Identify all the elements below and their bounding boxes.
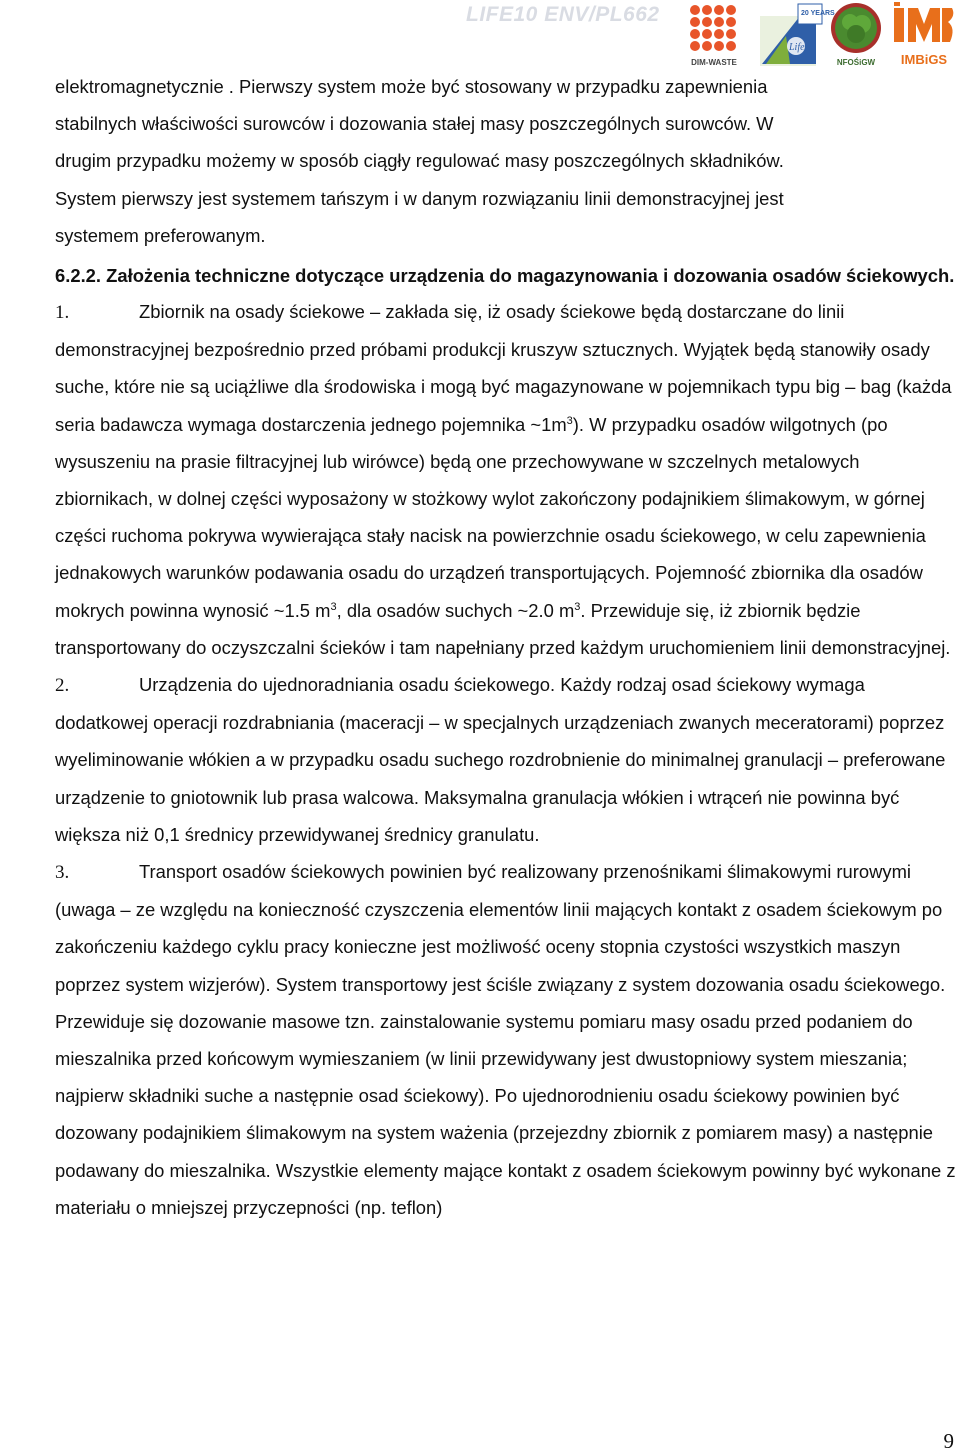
list-item-text: ). W przypadku osadów wilgotnych (po wysuszeniu na prasie filtracyjnej lub wirówce) będą one przechowywane w szczelnych metalowych zbiornikach, w dolnej części wyposażony w stożkowy wylot zakończony podajnikiem ślimakowym, w górnej części ruchoma pokrywa wywierająca stały nacisk na powierzchnie osadu ściekowego, w celu zapewnienia jednakowych warunków podawania osadu do urządzeń transportujących. Pojemność zbiornika dla osadów mokrych powinna wynosić ~1.5 m: [55, 413, 926, 621]
superscript: 3: [566, 414, 573, 427]
list-item-number: 1.: [55, 302, 70, 324]
list-item-text: , dla osadów suchych ~2.0 m: [336, 599, 575, 621]
dim-waste-logo: [688, 3, 740, 67]
list-item-text: Zbiornik na osady ściekowe – zakłada się, iż osady ściekowe będą dostarczane do linii demonstracyjnej bezpośrednio przed próbami produkcji kruszyw sztucznych. Wyjątek będą stanowiły osady suche, które nie są uciążliwe dla środowiska i mogą być magazynowane w pojemnikach typu big – bag (każda seria badawcza wymaga dostarczenia jednego pojemnika ~1m: [55, 301, 952, 435]
nfosigw-tree-icon: [830, 2, 882, 56]
superscript: 3: [330, 600, 337, 613]
list-item-2: [55, 666, 960, 853]
document-body: [55, 68, 960, 1226]
list-item-text: Transport osadów ściekowych powinien być realizowany przenośnikami ślimakowymi rurowymi (uwaga – ze względu na konieczność czyszczenia elementów linii mających kontakt z osadem ściekowym po zakończeniu każdego cyklu pracy konieczne jest możliwość oceny stopnia czystości wszystkich maszyn poprzez system wizjerów). System transportowy jest ściśle związany z system dozowania osadu ściekowego. Przewiduje się dozowanie masowe tzn. zainstalowanie systemu pomiaru masy osadu przed podaniem do mieszalnika przed końcowym wymieszaniem (w linii przewidywany jest dwustopniowy system mieszania; najpierw składniki suche a następnie osad ściekowy). Po ujednorodnieniu osadu ściekowy powinien być dozowany podajnikiem ślimakowym na system ważenia (przejezdny zbiornik z pomiarem masy) a następnie podawany do mieszalnika. Wszystkie elementy mające kontakt z osadem ściekowym powinny być wykonane z materiału o mniejszej przyczepności (np. teflon): [55, 861, 956, 1218]
list-item-number: 2.: [55, 675, 70, 697]
nfosigw-caption: NFOŚiGW: [836, 58, 876, 67]
list-item-text: Urządzenia do ujednoradniania osadu ściekowego. Każdy rodzaj osad ściekowy wymaga dodatkowej operacji rozdrabniania (maceracji – w specjalnych urządzeniach zwanych meceratorami) poprzez wyeliminowanie włókien a w przypadku osadu suchego rozdrobnienie do minimalnej granulacji – preferowane urządzenie to gniotownik lub prasa walcowa. Maksymalna granulacja włókien i wtrąceń nie powinna być większa niż 0,1 średnicy przewidywanej średnicy granulatu.: [55, 674, 946, 845]
intro-line-3: drugim przypadku możemy w sposób ciągły regulować masy poszczególnych składników.: [55, 150, 784, 172]
project-code: LIFE10 ENV/PL662: [466, 3, 660, 26]
life-emblem-icon: [760, 2, 835, 66]
nfosigw-logo: [830, 2, 882, 68]
page-number: 9: [943, 1429, 954, 1453]
list-item-1: [55, 293, 960, 666]
imbigs-mark-icon: [890, 2, 956, 50]
dim-waste-caption: DIM-WASTE: [691, 58, 737, 67]
intro-line-1: elektromagnetycznie . Pierwszy system może być stosowany w przypadku zapewnienia: [55, 76, 768, 97]
list-item-3: [55, 853, 960, 1226]
list-item-number: 3.: [55, 862, 70, 884]
intro-line-4: System pierwszy jest systemem tańszym i w danym rozwiązaniu linii demonstracyjnej jest: [55, 187, 784, 209]
life-logo: [760, 2, 835, 66]
section-heading: 6.2.2. Założenia techniczne dotyczące urządzenia do magazynowania i dozowania osadów ściekowych.: [55, 265, 955, 287]
superscript: 3: [574, 600, 581, 613]
life-years-text: 20 YEARS: [801, 10, 835, 17]
list-item-text: . Przewiduje się, iż zbiornik będzie transportowany do oczyszczalni ścieków i tam napełniany przed każdym uruchomieniem linii demonstracyjnej.: [55, 599, 951, 658]
intro-line-2: stabilnych właściwości surowców i dozowania stałej masy poszczególnych surowców. W: [55, 113, 774, 135]
intro-line-5: systemem preferowanym.: [55, 224, 266, 246]
life-text: Life: [789, 42, 805, 53]
dim-waste-dots-icon: [688, 3, 740, 57]
imbigs-caption: IMBiGS: [900, 52, 948, 67]
imbigs-logo: [890, 2, 956, 68]
